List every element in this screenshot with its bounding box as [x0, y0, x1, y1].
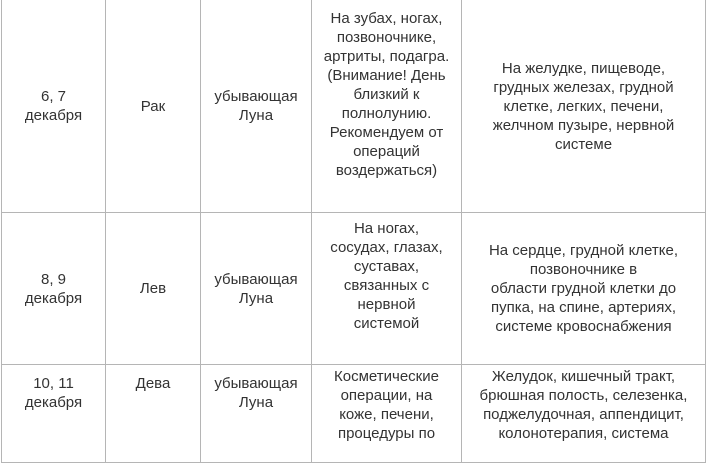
recommended-operations-cell: На ногах, сосудах, глазах, суставах, связанных с нервной системой — [312, 213, 462, 365]
avoid-operations-cell: На желудке, пищеводе, грудных железах, грудной клетке, легких, печени, желчном пузыре, нервной системе — [462, 0, 706, 213]
avoid-operations-cell: Желудок, кишечный тракт, брюшная полость, селезенка, поджелудочная, аппендицит, колонотерапия, система — [462, 365, 706, 463]
table-row — [2, 213, 706, 365]
recommended-operations-cell: На зубах, ногах, позвоночнике, артриты, подагра. (Внимание! День близкий к полнолунию. Рекомендуем от операций воздержаться) — [312, 0, 462, 213]
moon-phase-cell: убывающая Луна — [201, 213, 312, 365]
recommended-operations-cell: Косметические операции, на коже, печени, процедуры по — [312, 365, 462, 463]
date-cell: 8, 9 декабря — [2, 213, 106, 365]
zodiac-sign-cell: Рак — [106, 0, 201, 213]
zodiac-sign-cell: Лев — [106, 213, 201, 365]
moon-phase-cell: убывающая Луна — [201, 365, 312, 463]
table-row — [2, 0, 706, 213]
date-cell: 6, 7 декабря — [2, 0, 106, 213]
table-row — [2, 365, 706, 463]
zodiac-sign-cell: Дева — [106, 365, 201, 463]
lunar-surgery-calendar-table — [1, 0, 706, 463]
moon-phase-cell: убывающая Луна — [201, 0, 312, 213]
date-cell: 10, 11 декабря — [2, 365, 106, 463]
avoid-operations-cell: На сердце, грудной клетке, позвоночнике в области грудной клетки до пупка, на спине, артериях, системе кровоснабжения — [462, 213, 706, 365]
